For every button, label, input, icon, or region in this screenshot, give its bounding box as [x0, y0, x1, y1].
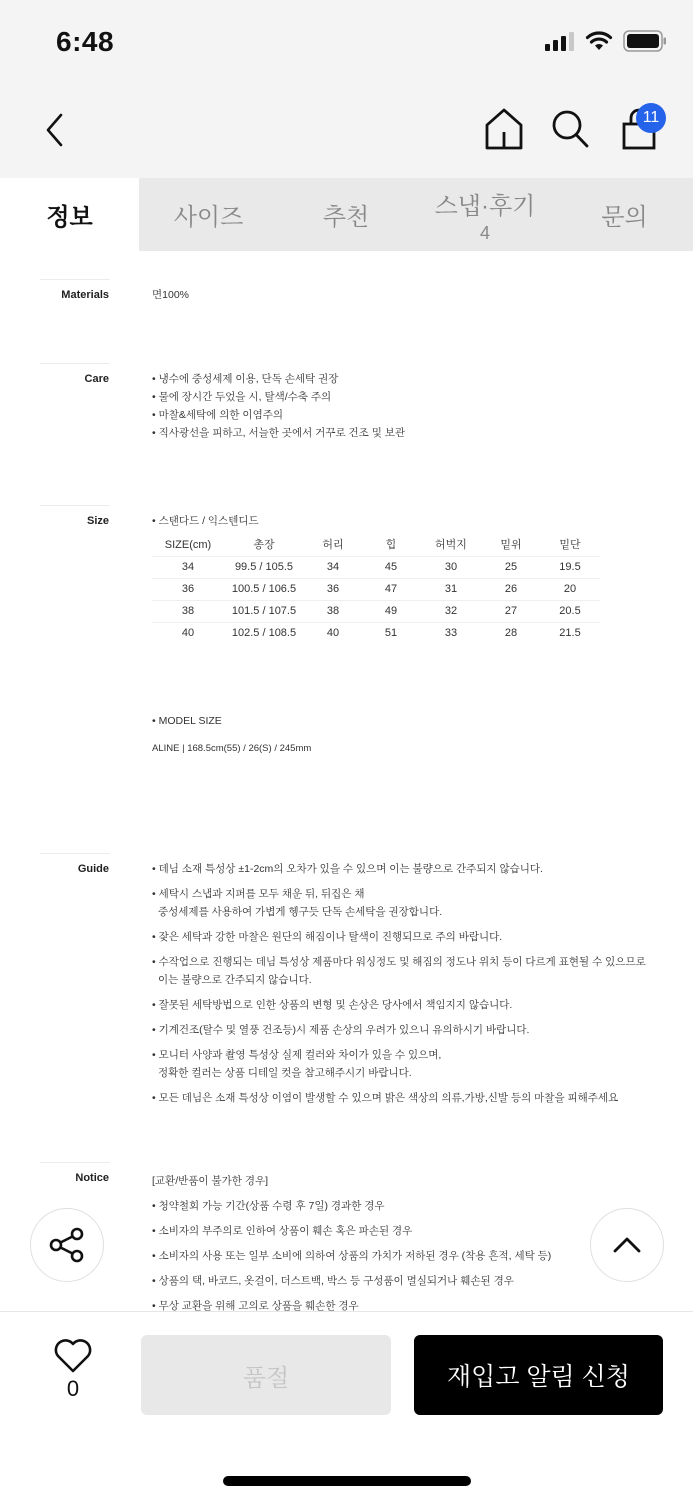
guide-text: • 잦은 세탁과 강한 마찰은 원단의 해짐이나 탈색이 진행되므로 주의 바랍니다. [152, 931, 503, 943]
guide-label: Guide [77, 863, 109, 875]
share-button[interactable] [30, 1208, 104, 1282]
search-button[interactable] [547, 106, 593, 152]
table-header: 밑위 [500, 538, 522, 551]
table-cell: 49 [362, 600, 420, 622]
care-line: • 냉수에 중성세제 이용, 단독 손세탁 권장 [152, 373, 339, 385]
table-cell: 38 [152, 600, 224, 622]
guide-text: • 모니터 사양과 촬영 특성상 실제 컬러와 차이가 있을 수 있으며, [152, 1049, 442, 1061]
signal-icon [545, 31, 575, 56]
care-label: Care [84, 373, 109, 385]
size-label: Size [86, 515, 109, 527]
notice-item: • 무상 교환을 위해 고의로 상품을 훼손한 경우 [152, 1300, 359, 1311]
table-cell: 30 [420, 556, 482, 578]
status-time: 6:48 [56, 26, 115, 57]
table-row [152, 622, 600, 644]
model-size-value: ALINE | 168.5cm(55) / 26(S) / 245mm [152, 743, 312, 754]
back-icon [43, 112, 65, 148]
tab-bar [0, 178, 693, 251]
care-line: • 마찰&세탁에 의한 이염주의 [152, 409, 284, 421]
soldout-button: 품절 [141, 1335, 391, 1415]
table-cell: 47 [362, 578, 420, 600]
care-line: • 직사광선을 피하고, 서늘한 곳에서 거꾸로 건조 및 보관 [152, 427, 406, 439]
notice-label: Notice [75, 1172, 109, 1184]
table-cell: 100.5 / 106.5 [224, 578, 304, 600]
like-button[interactable] [50, 1338, 96, 1402]
guide-item [152, 860, 646, 878]
status-bar [0, 0, 693, 88]
guide-item [152, 1046, 646, 1082]
care-list [152, 370, 405, 442]
section-divider [40, 853, 110, 854]
table-cell: 25 [482, 556, 540, 578]
nav-bar [0, 88, 693, 178]
table-cell: 20.5 [540, 600, 600, 622]
care-line: • 물에 장시간 두었을 시, 탈색/수축 주의 [152, 391, 332, 403]
guide-item [152, 1089, 646, 1107]
guide-item [152, 885, 646, 921]
size-table-header [152, 534, 600, 556]
model-size-title: • MODEL SIZE [152, 715, 222, 727]
back-button[interactable] [36, 108, 72, 152]
materials-text: 면100% [152, 289, 189, 301]
home-button[interactable] [481, 106, 527, 152]
notice-item: • 소비자의 사용 또는 일부 소비에 의하여 상품의 가치가 저하된 경우 (착용 흔적, 세탁 등) [152, 1250, 552, 1262]
guide-text: • 잘못된 세탁방법으로 인한 상품의 변형 및 손상은 당사에서 책임지지 않습니다. [152, 999, 513, 1011]
table-cell: 32 [420, 600, 482, 622]
section-divider [40, 363, 110, 364]
size-body [152, 512, 600, 758]
guide-list [152, 860, 646, 1114]
tab-size[interactable] [139, 178, 278, 251]
table-cell: 33 [420, 622, 482, 644]
cart-badge: 11 [636, 103, 666, 133]
guide-text: • 세탁시 스냅과 지퍼를 모두 채운 뒤, 뒤집은 채 [152, 888, 365, 900]
guide-text: 이는 불량으로 간주되지 않습니다. [158, 974, 312, 986]
status-icons [545, 30, 667, 57]
table-cell: 27 [482, 600, 540, 622]
table-cell: 40 [304, 622, 362, 644]
table-cell: 34 [304, 556, 362, 578]
table-cell: 19.5 [540, 556, 600, 578]
table-row [152, 556, 600, 578]
guide-text: • 데님 소재 특성상 ±1-2cm의 오차가 있을 수 있으며 이는 불량으로 간주되지 않습니다. [152, 863, 543, 875]
table-header: 총장 [253, 538, 275, 551]
product-info-content [0, 251, 693, 1311]
guide-item [152, 953, 646, 989]
table-header: 힙 [385, 538, 397, 551]
wifi-icon [585, 31, 613, 56]
tab-snap-review[interactable] [414, 178, 556, 251]
table-cell: 36 [304, 578, 362, 600]
tab-inquiry[interactable] [556, 178, 693, 251]
scroll-top-button[interactable] [590, 1208, 664, 1282]
table-cell: 34 [152, 556, 224, 578]
table-cell: 40 [152, 622, 224, 644]
guide-text: • 기계건조(탈수 및 열풍 건조등)시 제품 손상의 우려가 있으니 유의하시기 바랍니다. [152, 1024, 530, 1036]
guide-text: 중성세제를 사용하여 가볍게 헹구듯 단독 손세탁을 권장합니다. [158, 906, 443, 918]
table-cell: 26 [482, 578, 540, 600]
materials-label: Materials [61, 289, 109, 301]
size-subtitle: • 스탠다드 / 익스텐디드 [152, 515, 259, 527]
guide-text: • 모든 데님은 소재 특성상 이염이 발생할 수 있으며 밝은 색상의 의류,가방,신발 등의 마찰을 피해주세요 [152, 1092, 619, 1104]
table-cell: 20 [540, 578, 600, 600]
tab-label: 정보 [46, 204, 93, 231]
notice-item: • 소비자의 부주의로 인하여 상품이 훼손 혹은 파손된 경우 [152, 1225, 413, 1237]
table-header: 밑단 [559, 538, 581, 551]
table-cell: 31 [420, 578, 482, 600]
notice-item: • 상품의 택, 바코드, 옷걸이, 더스트백, 박스 등 구성품이 멸실되거나 훼손된 경우 [152, 1275, 514, 1287]
tab-label: 스냅·후기 [434, 192, 536, 220]
table-cell: 28 [482, 622, 540, 644]
table-cell: 51 [362, 622, 420, 644]
chevron-up-icon [612, 1235, 642, 1255]
home-indicator [223, 1476, 471, 1486]
guide-text: • 수작업으로 진행되는 데님 특성상 제품마다 워싱정도 및 해짐의 정도나 위치 등이 다르게 표현될 수 있으므로 [152, 956, 646, 968]
tab-info[interactable] [0, 178, 139, 251]
table-cell: 102.5 / 108.5 [224, 622, 304, 644]
search-icon [550, 108, 590, 150]
table-cell: 45 [362, 556, 420, 578]
section-divider [40, 279, 110, 280]
tab-count: 4 [479, 222, 490, 243]
table-header: 허리 [322, 538, 344, 551]
table-row [152, 600, 600, 622]
guide-item [152, 996, 646, 1014]
table-header: 허벅지 [435, 538, 467, 551]
tab-label: 문의 [601, 204, 648, 231]
table-cell: 36 [152, 578, 224, 600]
guide-text: 정확한 컬러는 상품 디테일 컷을 참고해주시기 바랍니다. [158, 1067, 412, 1079]
bottom-action-bar [0, 1311, 693, 1500]
tab-recommend[interactable] [278, 178, 414, 251]
notice-item: • 청약철회 가능 기간(상품 수령 후 7일) 경과한 경우 [152, 1200, 385, 1212]
home-icon [484, 108, 524, 150]
restock-alert-button[interactable]: 재입고 알림 신청 [414, 1335, 663, 1415]
table-row [152, 578, 600, 600]
table-cell: 99.5 / 105.5 [224, 556, 304, 578]
materials-value [152, 286, 189, 304]
tab-label: 사이즈 [173, 204, 244, 231]
size-table [152, 534, 600, 644]
heart-icon [53, 1338, 93, 1374]
battery-icon [623, 30, 667, 57]
share-icon [48, 1226, 86, 1264]
like-count: 0 [66, 1376, 80, 1401]
notice-heading: [교환/반품이 불가한 경우] [152, 1175, 269, 1187]
table-cell: 21.5 [540, 622, 600, 644]
table-header: SIZE(cm) [164, 538, 212, 551]
guide-item [152, 1021, 646, 1039]
tab-label: 추천 [322, 204, 370, 231]
guide-item [152, 928, 646, 946]
table-cell: 101.5 / 107.5 [224, 600, 304, 622]
section-divider [40, 505, 110, 506]
section-divider [40, 1162, 110, 1163]
table-cell: 38 [304, 600, 362, 622]
notice-list [152, 1169, 551, 1311]
